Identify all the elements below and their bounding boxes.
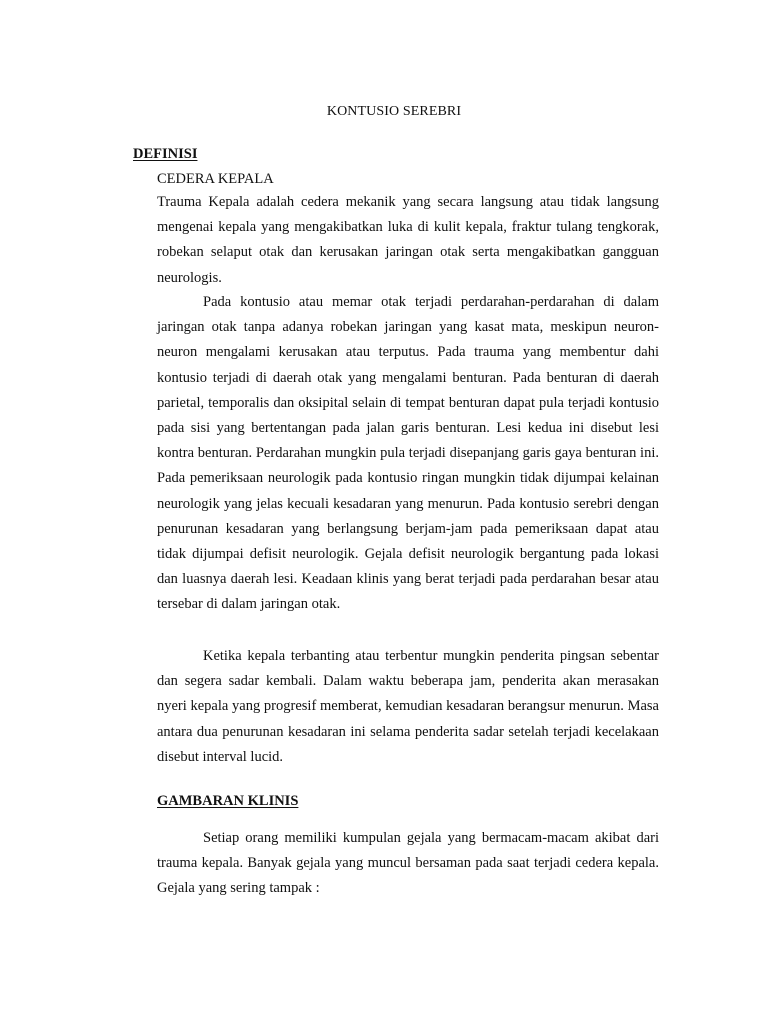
section-heading-gambaran-klinis: GAMBARAN KLINIS xyxy=(157,793,299,809)
paragraph-gejala: Setiap orang memiliki kumpulan gejala yang bermacam-macam akibat dari trauma kepala. Banyak gejala yang muncul bersaman pada saat terjadi cedera kepala. Gejala yang sering tampak : xyxy=(157,830,659,897)
paragraph-kontusio: Pada kontusio atau memar otak terjadi perdarahan-perdarahan di dalam jaringan otak tanpa adanya robekan jaringan yang kasat mata, meskipun neuron-neuron mengalami kerusakan atau terputus. Pada trauma yang membentur dahi kontusio terjadi di daerah otak yang mengalami benturan. Pada benturan di daerah parietal, temporalis dan oksipital selain di tempat benturan dapat pula terjadi kontusio pada sisi yang bertentangan pada jalan garis benturan. Lesi kedua ini disebut lesi kontra benturan. Perdarahan mungkin pula terjadi disepanjang garis gaya benturan ini. Pada pemeriksaan neurologik pada kontusio ringan mungkin tidak dijumpai kelainan neurologik yang jelas kecuali kesadaran yang menurun. Pada kontusio serebri dengan penurunan kesadaran yang berlangsung berjam-jam pada pemeriksaan dapat atau tidak dijumpai defisit neurologik. Gejala defisit neurologik bergantung pada lokasi dan luasnya daerah lesi. Keadaan klinis yang berat terjadi pada perdarahan besar atau tersebar di dalam jaringan otak. xyxy=(157,294,659,613)
section-heading-definisi: DEFINISI xyxy=(133,146,198,162)
paragraph-interval-lucid: Ketika kepala terbanting atau terbentur mungkin penderita pingsan sebentar dan segera sadar kembali. Dalam waktu beberapa jam, penderita akan merasakan nyeri kepala yang progresif memberat, kemudian kesadaran berangsur menurun. Masa antara dua penurunan kesadaran ini selama penderita sadar setelah terjadi kecelakaan disebut interval lucid. xyxy=(157,648,659,765)
paragraph-definition: Trauma Kepala adalah cedera mekanik yang secara langsung atau tidak langsung mengenai kepala yang mengakibatkan luka di kulit kepala, fraktur tulang tengkorak, robekan selaput otak dan kerusakan jaringan otak serta mengakibatkan gangguan neurologis. xyxy=(157,194,659,286)
subheading-cedera-kepala: CEDERA KEPALA xyxy=(157,171,274,187)
document-title: KONTUSIO SEREBRI xyxy=(326,104,462,119)
